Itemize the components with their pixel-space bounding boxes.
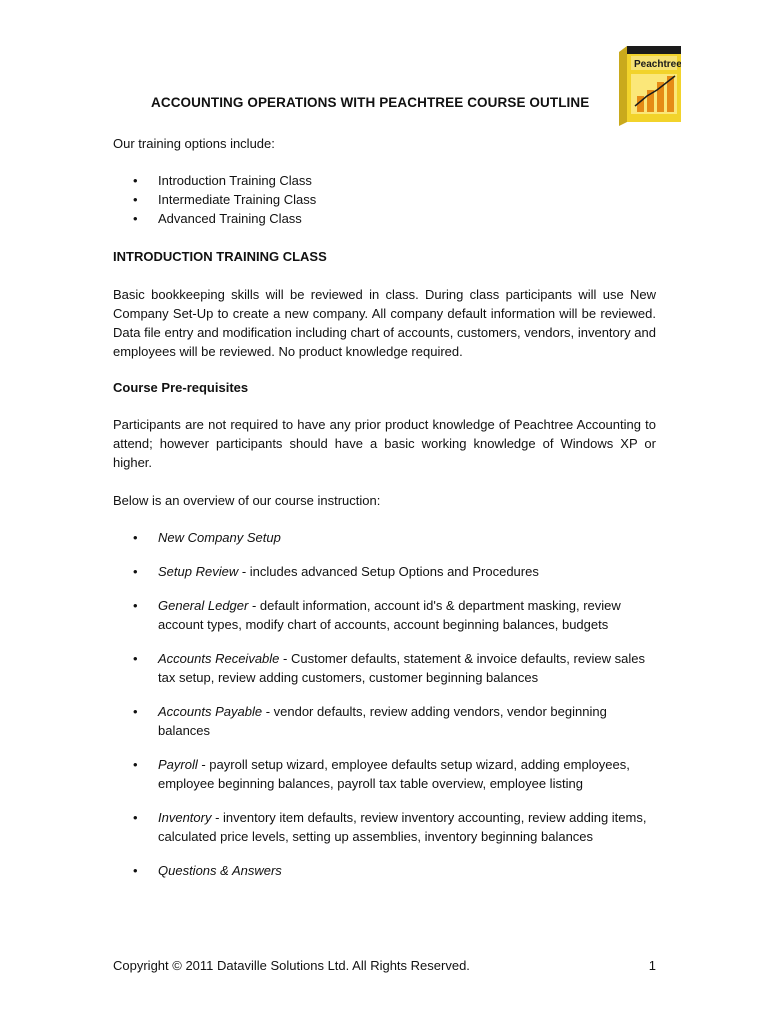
document-page — [113, 0, 681, 1024]
list-item — [113, 528, 656, 547]
topic-name: General Ledger — [158, 598, 249, 613]
topic-description: - inventory item defaults, review inventory accounting, review adding items, calculated price levels, setting up assemblies, inventory beginning balances — [158, 810, 647, 844]
copyright-text: Copyright © 2011 Dataville Solutions Ltd. All Rights Reserved. — [113, 958, 470, 973]
topic-name: Accounts Payable — [158, 704, 263, 719]
options-intro: Our training options include: — [113, 136, 275, 151]
section-heading: INTRODUCTION TRAINING CLASS — [113, 249, 327, 264]
list-item: • Advanced Training Class — [113, 209, 656, 228]
prereq-paragraph: Participants are not required to have any prior product knowledge of Peachtree Accounting to attend; however participants should have a basic working knowledge of Windows XP or higher. — [113, 417, 656, 470]
topic-name: Setup Review — [158, 564, 239, 579]
topic-name: Questions & Answers — [158, 863, 282, 878]
list-item: • Intermediate Training Class — [113, 190, 656, 209]
list-item — [113, 562, 656, 581]
list-item — [113, 861, 656, 880]
list-item — [113, 596, 656, 634]
topic-description: - vendor defaults, review adding vendors, vendor beginning balances — [158, 704, 607, 738]
document-title: ACCOUNTING OPERATIONS WITH PEACHTREE COURSE OUTLINE — [151, 95, 590, 110]
topic-name: Payroll — [158, 757, 198, 772]
topic-name: Accounts Receivable — [158, 651, 280, 666]
list-item — [113, 808, 656, 846]
peachtree-product-box-image — [619, 46, 681, 126]
product-box-brand: Peachtree — [634, 59, 681, 70]
topic-description: - Customer defaults, statement & invoice defaults, review sales tax setup, review adding customers, customer beginning balances — [158, 651, 646, 685]
prereq-heading: Course Pre-requisites — [113, 380, 249, 395]
list-item — [113, 755, 656, 793]
topic-description: - payroll setup wizard, employee defaults setup wizard, adding employees, employee beginning balances, payroll tax table overview, employee listing — [158, 757, 630, 791]
training-options-list — [113, 171, 656, 228]
section-paragraph: Basic bookkeeping skills will be reviewed in class. During class participants will use New Company Set-Up to create a new company. All company default information will be reviewed. Data file entry and modification including chart of accounts, customers, vendors, inventory and employees will be reviewed. No product knowledge required. — [113, 287, 656, 359]
page-number: 1 — [648, 958, 656, 973]
overview-intro: Below is an overview of our course instruction: — [113, 493, 381, 508]
topic-description: - default information, account id's & department masking, review account types, modify chart of accounts, account beginning balances, budgets — [158, 598, 621, 632]
topic-name: New Company Setup — [158, 530, 281, 545]
topic-description: - includes advanced Setup Options and Procedures — [238, 564, 539, 579]
topic-name: Inventory — [158, 810, 212, 825]
list-item — [113, 649, 656, 687]
list-item: • Introduction Training Class — [113, 171, 656, 190]
course-topics-list — [113, 528, 656, 880]
page-footer — [113, 958, 656, 973]
list-item — [113, 702, 656, 740]
